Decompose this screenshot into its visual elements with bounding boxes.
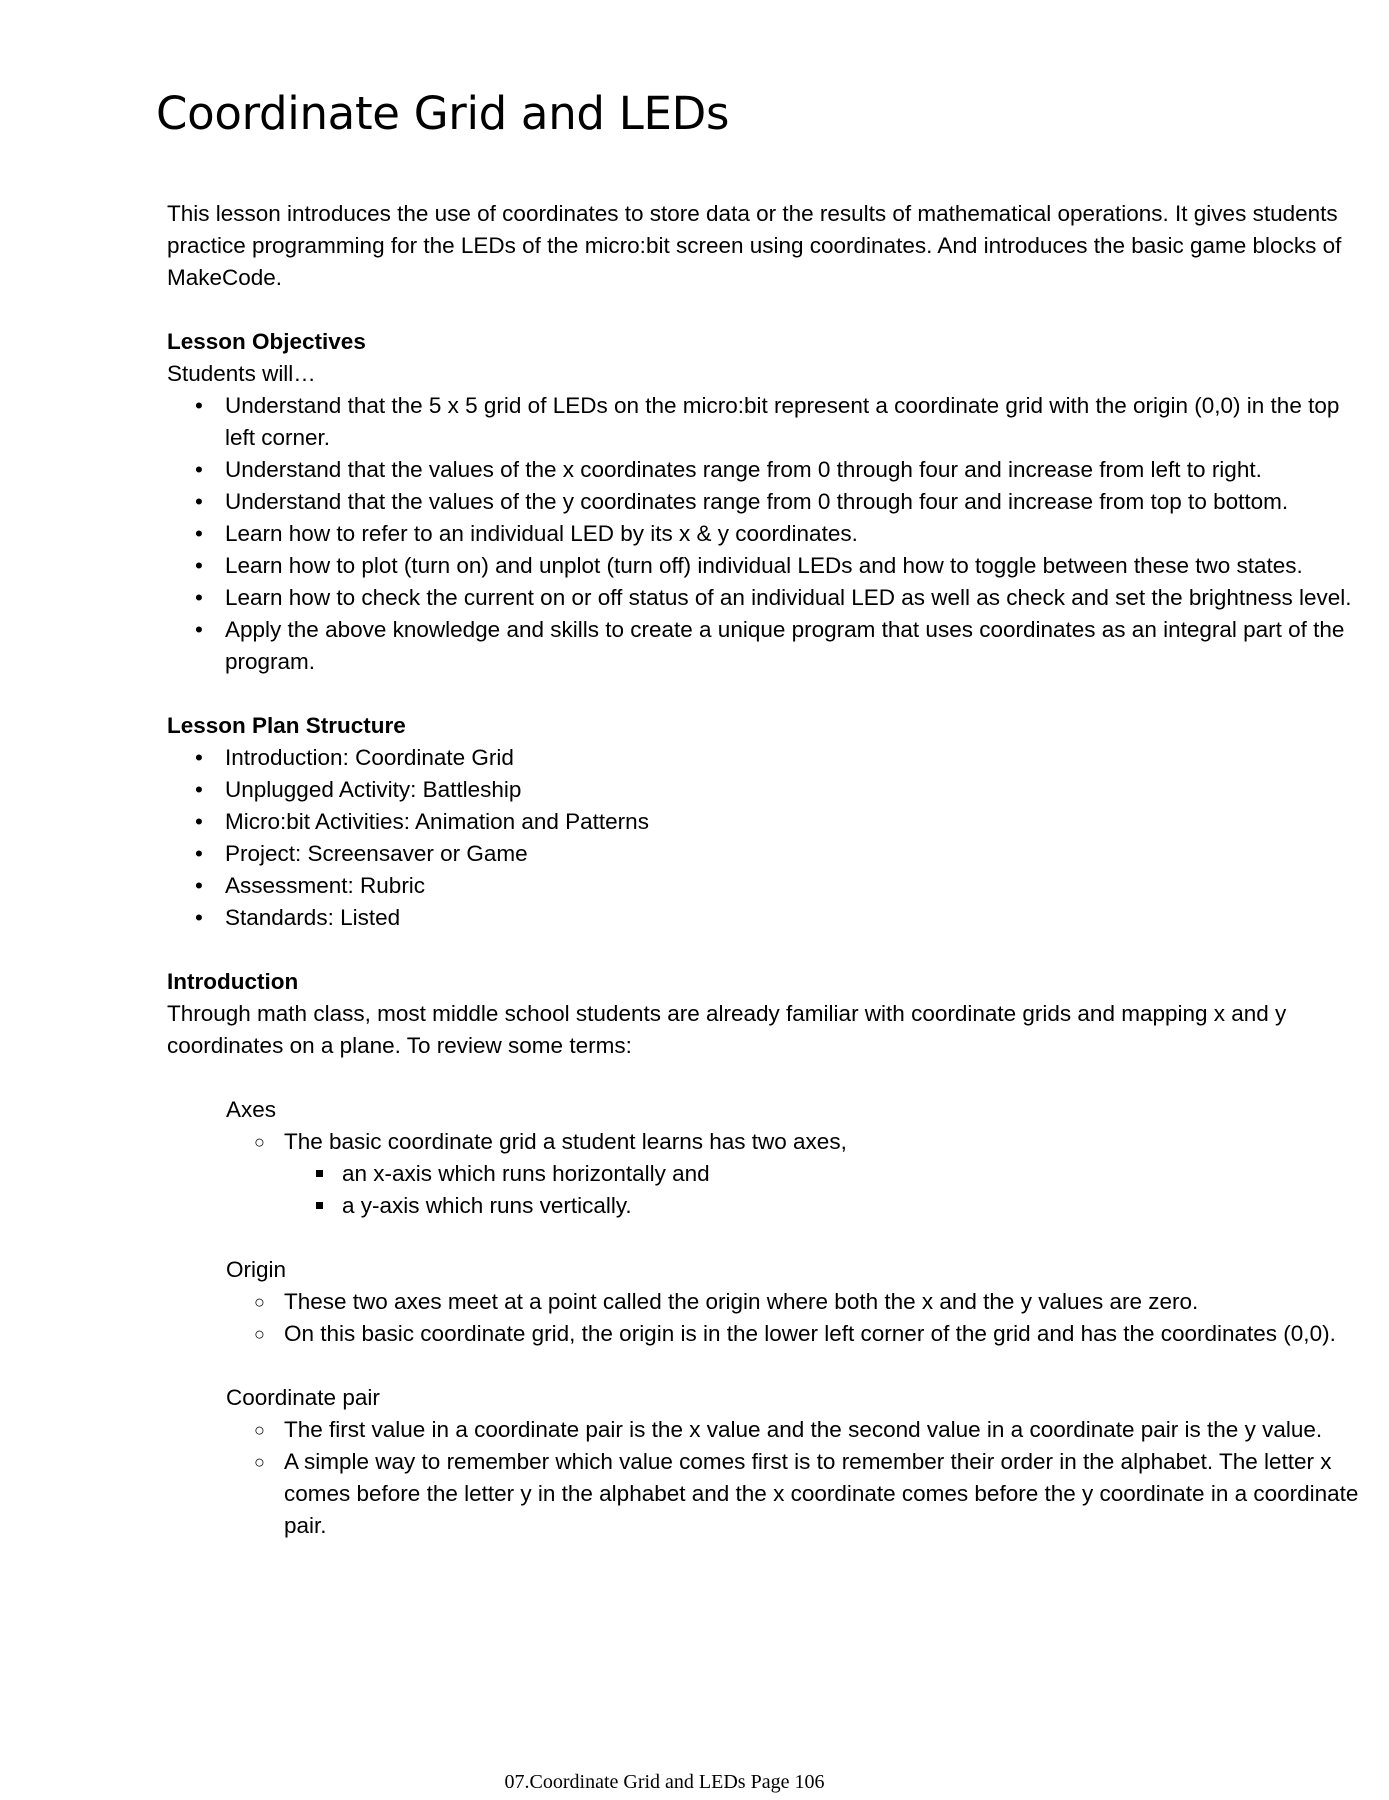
list-item: ○ A simple way to remember which value comes first is to remember their order in the alphabet. The letter x comes before the letter y in the alphabet and the x coordinate comes before the y coordinate in a coordinate pair. <box>284 1446 1367 1542</box>
bullet-icon: • <box>195 809 203 834</box>
bullet-icon: • <box>195 617 203 642</box>
bullet-icon: • <box>195 905 203 930</box>
list-item: • Understand that the 5 x 5 grid of LEDs on the micro:bit represent a coordinate grid with the origin (0,0) in the top left corner. <box>225 390 1367 454</box>
list-item: • Introduction: Coordinate Grid <box>225 742 1367 774</box>
list-item: • Learn how to plot (turn on) and unplot (turn off) individual LEDs and how to toggle between these two states. <box>225 550 1367 582</box>
bullet-icon: • <box>195 553 203 578</box>
bullet-icon: • <box>195 873 203 898</box>
bullet-icon: • <box>195 777 203 802</box>
square-bullet-icon <box>316 1202 323 1209</box>
list-item: • Standards: Listed <box>225 902 1367 934</box>
list-item: • Understand that the values of the x coordinates range from 0 through four and increase from left to right. <box>225 454 1367 486</box>
list-item: • Project: Screensaver or Game <box>225 838 1367 870</box>
term-label: Coordinate pair <box>226 1385 380 1410</box>
bullet-icon: • <box>195 745 203 770</box>
list-item: • Understand that the values of the y coordinates range from 0 through four and increase from top to bottom. <box>225 486 1367 518</box>
objectives-list <box>167 390 1367 678</box>
list-item: • Assessment: Rubric <box>225 870 1367 902</box>
term-list <box>226 1286 1367 1350</box>
bullet-icon: • <box>195 393 203 418</box>
circle-bullet-icon: ○ <box>254 1292 265 1312</box>
circle-bullet-icon: ○ <box>254 1132 265 1152</box>
square-bullet-icon <box>316 1170 323 1177</box>
bullet-icon: • <box>195 521 203 546</box>
term-label: Axes <box>226 1097 277 1122</box>
circle-bullet-icon: ○ <box>254 1452 265 1472</box>
circle-bullet-icon: ○ <box>254 1420 265 1440</box>
structure-heading: Lesson Plan Structure <box>167 713 406 738</box>
circle-bullet-icon: ○ <box>254 1324 265 1344</box>
list-item: • Unplugged Activity: Battleship <box>225 774 1367 806</box>
term-axes <box>167 1094 1367 1542</box>
list-item: • Apply the above knowledge and skills to create a unique program that uses coordinates as an integral part of the program. <box>225 614 1367 678</box>
list-item: an x-axis which runs horizontally and <box>342 1158 1367 1190</box>
sub-list <box>284 1158 1367 1222</box>
bullet-icon: • <box>195 489 203 514</box>
list-item: • Micro:bit Activities: Animation and Patterns <box>225 806 1367 838</box>
bullet-icon: • <box>195 585 203 610</box>
list-item: ○ These two axes meet at a point called the origin where both the x and the y values are zero. <box>284 1286 1367 1318</box>
term-list <box>226 1414 1367 1542</box>
term-list <box>226 1126 1367 1222</box>
document-body <box>167 198 1367 1542</box>
term-label: Origin <box>226 1257 287 1282</box>
objectives-heading: Lesson Objectives <box>167 329 366 354</box>
list-item: • Learn how to check the current on or off status of an individual LED as well as check and set the brightness level. <box>225 582 1367 614</box>
list-item: • Learn how to refer to an individual LED by its x & y coordinates. <box>225 518 1367 550</box>
page-footer: 07.Coordinate Grid and LEDs Page 106 <box>504 1771 825 1793</box>
list-item: ○ On this basic coordinate grid, the origin is in the lower left corner of the grid and has the coordinates (0,0). <box>284 1318 1367 1350</box>
list-item: a y-axis which runs vertically. <box>342 1190 1367 1222</box>
list-item: ○ The basic coordinate grid a student learns has two axes, an x-axis which runs horizontally and a y-axis which runs vertically. <box>284 1126 1367 1222</box>
introduction-heading: Introduction <box>167 969 299 994</box>
structure-list <box>167 742 1367 934</box>
introduction-paragraph: Through math class, most middle school students are already familiar with coordinate grids and mapping x and y coordinates on a plane. To review some terms: <box>167 1001 1287 1058</box>
objectives-lead: Students will… <box>167 361 316 386</box>
bullet-icon: • <box>195 841 203 866</box>
intro-paragraph: This lesson introduces the use of coordinates to store data or the results of mathematical operations. It gives students practice programming for the LEDs of the micro:bit screen using coordinates. And introduces the basic game blocks of MakeCode. <box>167 201 1342 290</box>
bullet-icon: • <box>195 457 203 482</box>
list-item: ○ The first value in a coordinate pair is the x value and the second value in a coordinate pair is the y value. <box>284 1414 1367 1446</box>
page-title: Coordinate Grid and LEDs <box>156 87 730 140</box>
